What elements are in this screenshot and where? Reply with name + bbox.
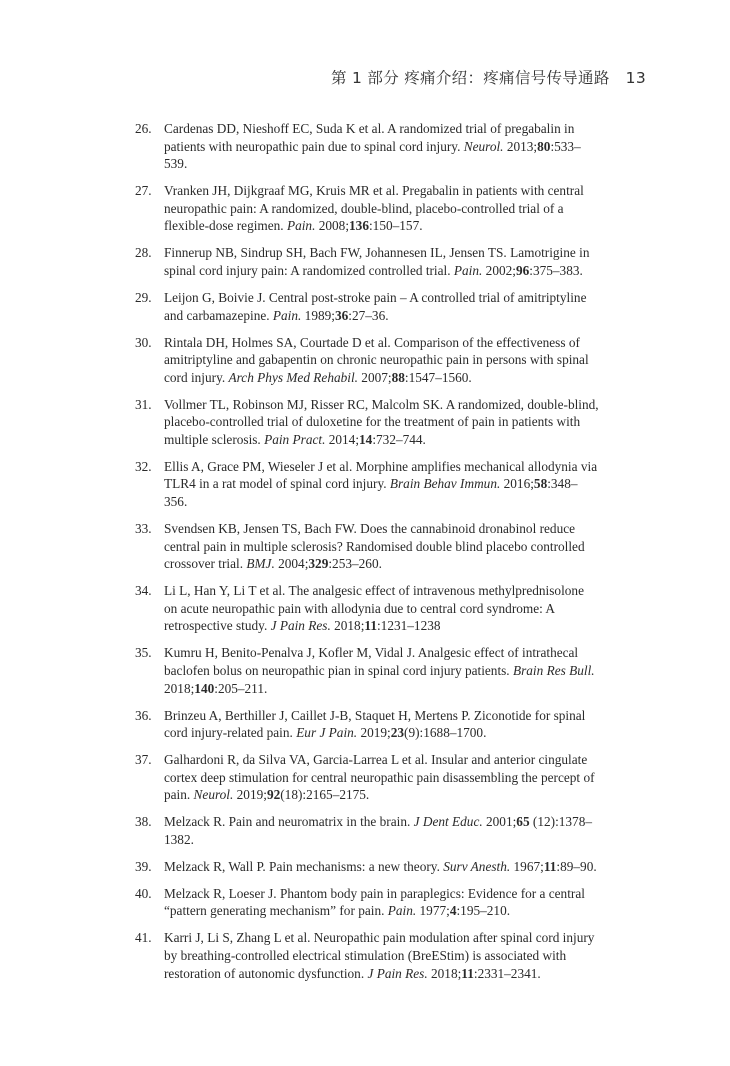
reference-number: 30. [135,334,152,350]
reference-item [132,289,600,324]
reference-number: 32. [135,458,152,474]
reference-number: 35. [135,645,152,661]
reference-text: Vranken JH, Dijkgraaf MG, Kruis MR et al. Pregabalin in patients with central neuropathic pain: A randomized, double-blind, placebo-controlled trial of a flexible-dose regimen. Pain. 2008;136:150–157. [164,183,584,234]
reference-number: 39. [135,858,152,874]
chapter-title: 第 1 部分 疼痛介绍：疼痛信号传导通路 [331,69,610,87]
reference-item [132,396,600,449]
page-number: 13 [625,69,646,87]
reference-text: Rintala DH, Holmes SA, Courtade D et al. Comparison of the effectiveness of amitriptyline and gabapentin on chronic neuropathic pain in persons with spinal cord injury. Arch Phys Med Rehabil. 2007;88:1547–1560. [164,334,589,385]
reference-number: 29. [135,289,152,305]
reference-number: 27. [135,183,152,199]
reference-number: 38. [135,814,152,830]
reference-text: Melzack R, Wall P. Pain mechanisms: a new theory. Surv Anesth. 1967;11:89–90. [164,858,597,874]
reference-number: 40. [135,885,152,901]
reference-item [132,707,600,742]
reference-text: Cardenas DD, Nieshoff EC, Suda K et al. A randomized trial of pregabalin in patients with neuropathic pain due to spinal cord injury. Neurol. 2013;80:533–539. [164,121,581,172]
reference-item [132,182,600,235]
reference-text: Vollmer TL, Robinson MJ, Risser RC, Malcolm SK. A randomized, double-blind, placebo-controlled trial of duloxetine for the treatment of pain in patients with multiple sclerosis. Pain Pract. 2014;14:732–744. [164,396,599,447]
reference-item [132,520,600,573]
reference-text: Leijon G, Boivie J. Central post-stroke pain – A controlled trial of amitriptyline and carbamazepine. Pain. 1989;36:27–36. [164,289,587,323]
reference-number: 28. [135,245,152,261]
reference-list [132,120,600,992]
reference-text: Svendsen KB, Jensen TS, Bach FW. Does the cannabinoid dronabinol reduce central pain in multiple sclerosis? Randomised double blind placebo controlled crossover trial. BMJ. 2004;329:253–260. [164,521,585,572]
reference-text: Kumru H, Benito-Penalva J, Kofler M, Vidal J. Analgesic effect of intrathecal baclofen bolus on neuropathic pian in spinal cord injury patients. Brain Res Bull. 2018;140:205–211. [164,645,595,696]
reference-item [132,120,600,173]
reference-text: Galhardoni R, da Silva VA, Garcia-Larrea L et al. Insular and anterior cingulate cortex deep stimulation for central neuropathic pain disassembling the percept of pain. Neurol. 2019;92(18):2165–2175. [164,752,595,803]
reference-item [132,244,600,279]
reference-item [132,751,600,804]
reference-text: Melzack R. Pain and neuromatrix in the brain. J Dent Educ. 2001;65 (12):1378–1382. [164,814,593,847]
reference-item [132,813,600,848]
reference-number: 26. [135,121,152,136]
reference-item [132,858,600,876]
reference-number: 31. [135,396,152,412]
reference-item [132,334,600,387]
reference-number: 33. [135,521,152,537]
reference-text: Brinzeu A, Berthiller J, Caillet J-B, Staquet H, Mertens P. Ziconotide for spinal cord injury-related pain. Eur J Pain. 2019;23(9):1688–1700. [164,707,586,741]
reference-item [132,929,600,982]
reference-item [132,458,600,511]
reference-text: Karri J, Li S, Zhang L et al. Neuropathic pain modulation after spinal cord injury by breathing-controlled electrical stimulation (BreEStim) is associated with restoration of autonomic dysfunction. J Pain Res. 2018;11:2331–2341. [164,930,595,981]
reference-item [132,644,600,697]
reference-number: 34. [135,583,152,599]
reference-item [132,885,600,920]
reference-text: Melzack R, Loeser J. Phantom body pain in paraplegics: Evidence for a central “pattern generating mechanism” for pain. Pain. 1977;4:195–210. [164,885,585,919]
reference-number: 37. [135,752,152,768]
reference-text: Ellis A, Grace PM, Wieseler J et al. Morphine amplifies mechanical allodynia via TLR4 in a rat model of spinal cord injury. Brain Behav Immun. 2016;58:348–356. [164,458,598,510]
reference-number: 41. [135,930,152,946]
reference-item [132,582,600,635]
reference-text: Li L, Han Y, Li T et al. The analgesic effect of intravenous methylprednisolone on acute neuropathic pain with allodynia due to central cord syndrome: A retrospective study. J Pain Res. 2018;11:1231–1238 [164,583,584,634]
reference-text: Finnerup NB, Sindrup SH, Bach FW, Johannesen IL, Jensen TS. Lamotrigine in spinal cord injury pain: A randomized controlled trial. Pain. 2002;96:375–383. [164,245,590,278]
running-header [0,66,646,88]
reference-number: 36. [135,707,152,723]
